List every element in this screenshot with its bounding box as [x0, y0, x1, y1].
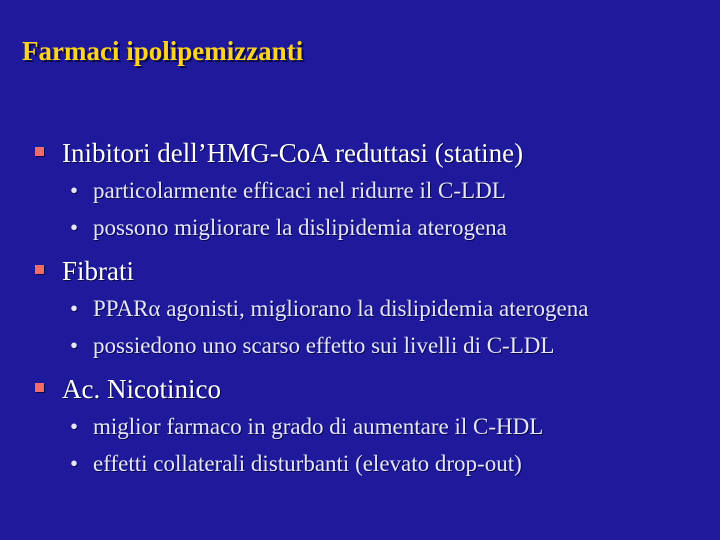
sub-bullet-text: effetti collaterali disturbanti (elevato drop-out)	[93, 451, 522, 476]
sub-bullet	[0, 292, 693, 325]
sub-bullet-text: possiedono uno scarso effetto sui livelli di C-LDL	[93, 333, 555, 358]
dot-bullet-icon: •	[70, 296, 79, 321]
sub-bullet	[0, 447, 693, 480]
section-nicotinico	[0, 372, 720, 480]
dot-bullet-icon: •	[70, 178, 79, 203]
square-bullet-icon	[35, 147, 44, 156]
bullet-text: Ac. Nicotinico	[62, 374, 221, 404]
bullet-level1	[0, 254, 720, 288]
sub-bullet	[0, 329, 693, 362]
bullet-level1	[0, 136, 720, 170]
sub-bullet-list	[0, 410, 720, 480]
bullet-text: Inibitori dell’HMG-CoA reduttasi (statine)	[62, 138, 524, 168]
square-bullet-icon	[35, 265, 44, 274]
sub-bullet-text: particolarmente efficaci nel ridurre il C-LDL	[93, 178, 506, 203]
sub-bullet	[0, 174, 693, 207]
bullet-list	[0, 136, 720, 490]
bullet-level1	[0, 372, 720, 406]
section-fibrati	[0, 254, 720, 362]
sub-bullet	[0, 211, 693, 244]
slide-title: Farmaci ipolipemizzanti	[22, 36, 304, 66]
sub-bullet	[0, 410, 693, 443]
dot-bullet-icon: •	[70, 215, 79, 240]
section-statine	[0, 136, 720, 244]
sub-bullet-text: miglior farmaco in grado di aumentare il C-HDL	[93, 414, 544, 439]
sub-bullet-list	[0, 174, 720, 244]
sub-bullet-text: possono migliorare la dislipidemia aterogena	[93, 215, 507, 240]
dot-bullet-icon: •	[70, 451, 79, 476]
sub-bullet-list	[0, 292, 720, 362]
square-bullet-icon	[35, 383, 44, 392]
dot-bullet-icon: •	[70, 333, 79, 358]
bullet-text: Fibrati	[62, 256, 134, 286]
dot-bullet-icon: •	[70, 414, 79, 439]
sub-bullet-text: PPARα agonisti, migliorano la dislipidemia aterogena	[93, 296, 589, 321]
